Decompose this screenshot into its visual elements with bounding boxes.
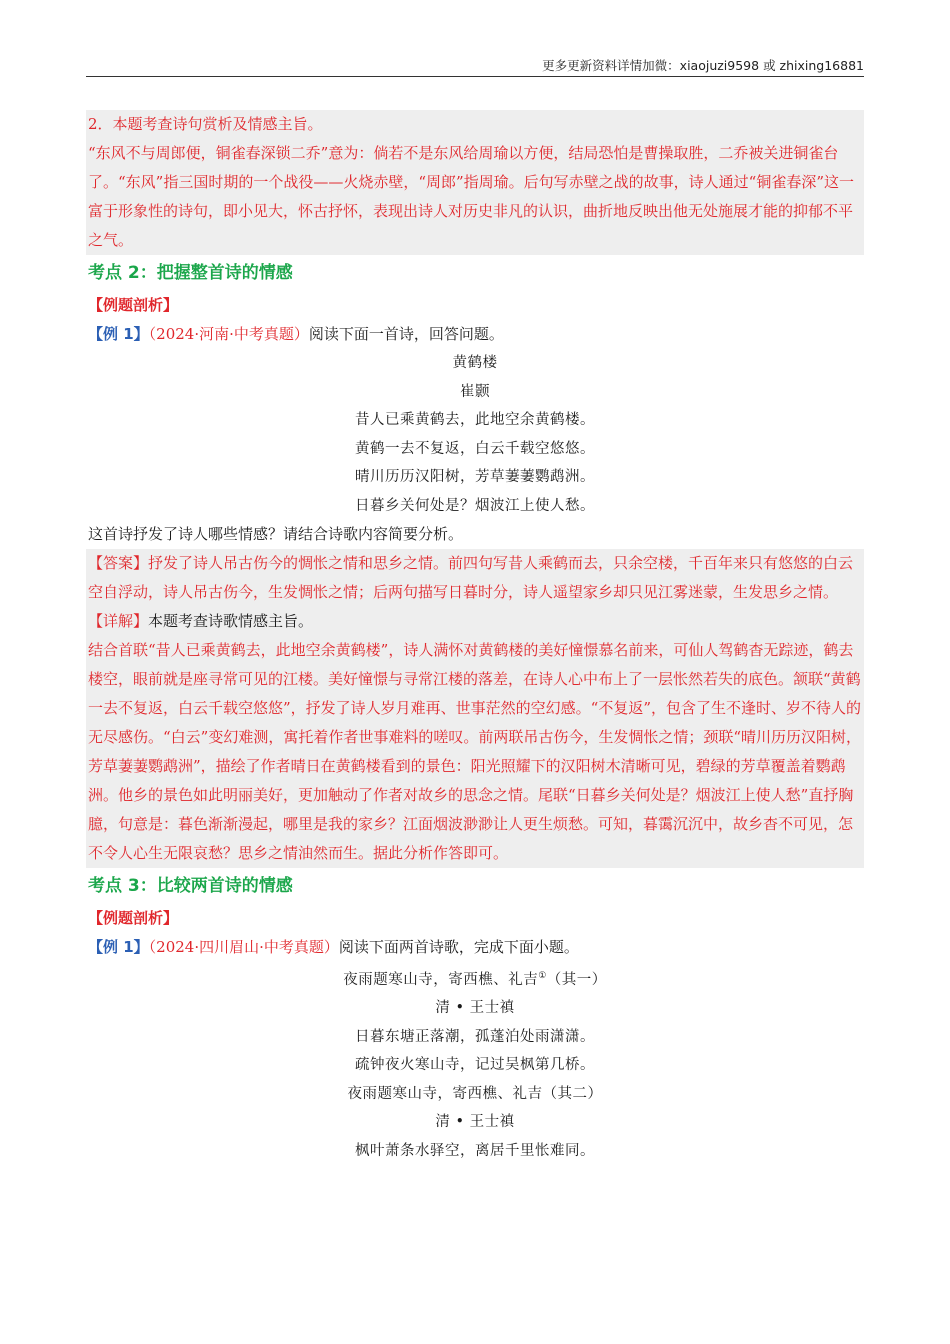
kaodian3-example-line [86, 933, 864, 962]
poem1-title-suffix: （其一） [546, 971, 607, 988]
page-header [86, 56, 864, 77]
answer-text: 抒发了诗人吊古伤今的惆怅之情和思乡之情。前四句写昔人乘鹤而去，只余空楼，千百年来只有悠悠的白云空自浮动，诗人吊古伤今，生发惆怅之情；后两句描写日暮时分，诗人遥望家乡却只见江雾迷蒙，生发思乡之情。 [88, 554, 854, 601]
header-contact-text: 更多更新资料详情加微：xiaojuzi9598 或 zhixing16881 [542, 58, 864, 73]
detail-first: 本题考查诗歌情感主旨。 [148, 612, 314, 630]
section1-paragraph: “东风不与周郎便，铜雀春深锁二乔”意为：倘若不是东风给周瑜以方便，结局恐怕是曹操取胜，二乔被关进铜雀台了。“东风”指三国时期的一个战役——火烧赤壁，“周郎”指周瑜。后句写赤壁之战的故事，诗人通过“铜雀春深”这一富于形象性的诗句，即小见大，怀古抒怀，表现出诗人对历史非凡的认识，曲折地反映出他无处施展才能的抑郁不平之气。 [88, 144, 855, 249]
kaodian2-detail-heading [86, 607, 864, 636]
kaodian3-example-label: 【例 1】 [88, 938, 149, 956]
poem-line: 日暮东塘正落潮，孤蓬泊处雨潇潇。 [355, 1028, 595, 1045]
poem-line: 日暮乡关何处是？烟波江上使人愁。 [355, 497, 595, 514]
kaodian3-title: 考点 3：比较两首诗的情感 [88, 876, 293, 896]
poem2-author: 清 • 王士禛 [435, 1114, 515, 1131]
kaodian3-analysis-label: 【例题剖析】 [88, 909, 179, 927]
detail-label: 【详解】 [88, 612, 149, 630]
section1-line1: 2．本题考查诗句赏析及情感主旨。 [88, 115, 323, 133]
section1-explanation-block [86, 110, 864, 255]
kaodian2-title: 考点 2：把握整首诗的情感 [88, 263, 293, 283]
kaodian3-example-prompt: 阅读下面两首诗歌，完成下面小题。 [338, 938, 579, 956]
poem-title: 黄鹤楼 [452, 355, 498, 371]
kaodian3-example-source: （2024·四川眉山·中考真题） [148, 938, 339, 956]
kaodian2-answer [86, 549, 864, 607]
poem-author: 崔颢 [460, 383, 490, 400]
kaodian2-example-source: （2024·河南·中考真题） [148, 325, 309, 343]
poem1-title [86, 962, 864, 994]
poem1-author: 清 • 王士禛 [435, 1000, 515, 1017]
poem-line: 疏钟夜火寒山寺，记过吴枫第几桥。 [355, 1057, 595, 1074]
kaodian2-example-label: 【例 1】 [88, 325, 149, 343]
answer-label: 【答案】 [88, 554, 149, 572]
poem1-title-text: 夜雨题寒山寺，寄西樵、礼吉 [343, 971, 539, 988]
poem2-title: 夜雨题寒山寺，寄西樵、礼吉（其二） [347, 1085, 603, 1102]
poem-line: 昔人已乘黄鹤去，此地空余黄鹤楼。 [355, 412, 595, 428]
poem-line: 枫叶萧条水驿空，离居千里怅难同。 [355, 1142, 595, 1159]
kaodian2-answer-block [86, 549, 864, 868]
kaodian2-detail-text: 结合首联“昔人已乘黄鹤去，此地空余黄鹤楼”，诗人满怀对黄鹤楼的美好憧憬慕名前来，可仙人驾鹤杳无踪迹，鹤去楼空，眼前就是座寻常可见的江楼。美好憧憬与寻常江楼的落差，在诗人心中布上了一层怅然若失的底色。颔联“黄鹤一去不复返，白云千载空悠悠”，抒发了诗人岁月难再、世事茫然的空幻感。“不复返”，包含了生不逢时、岁不待人的无尽感伤。“白云”变幻难测，寓托着作者世事难料的嗟叹。前两联吊古伤今，生发惆怅之情；颈联“晴川历历汉阳树，芳草萋萋鹦鹉洲”，描绘了作者晴日在黄鹤楼看到的景色：阳光照耀下的汉阳树木清晰可见，碧绿的芳草覆盖着鹦鹉洲。他乡的景色如此明丽美好，更加触动了作者对故乡的思念之情。尾联“日暮乡关何处是？烟波江上使人愁”直抒胸臆，句意是：暮色渐渐漫起，哪里是我的家乡？江面烟波渺渺让人更生烦愁。可知，暮霭沉沉中，故乡杳不可见，怎不令人心生无限哀愁？思乡之情油然而生。据此分析作答即可。 [88, 641, 862, 862]
kaodian2-analysis-label: 【例题剖析】 [88, 296, 179, 314]
kaodian2-question: 这首诗抒发了诗人哪些情感？请结合诗歌内容简要分析。 [88, 525, 464, 543]
poem-hanshansi [86, 962, 864, 1165]
poem-line: 黄鹤一去不复返，白云千载空悠悠。 [355, 440, 595, 457]
footnote-marker: ① [538, 971, 547, 981]
poem-huanghelou [86, 349, 864, 520]
kaodian2-example-prompt: 阅读下面一首诗，回答问题。 [308, 325, 504, 343]
kaodian2-example-line [86, 320, 864, 349]
poem-line: 晴川历历汉阳树，芳草萋萋鹦鹉洲。 [355, 469, 595, 485]
document-body [86, 110, 864, 1165]
